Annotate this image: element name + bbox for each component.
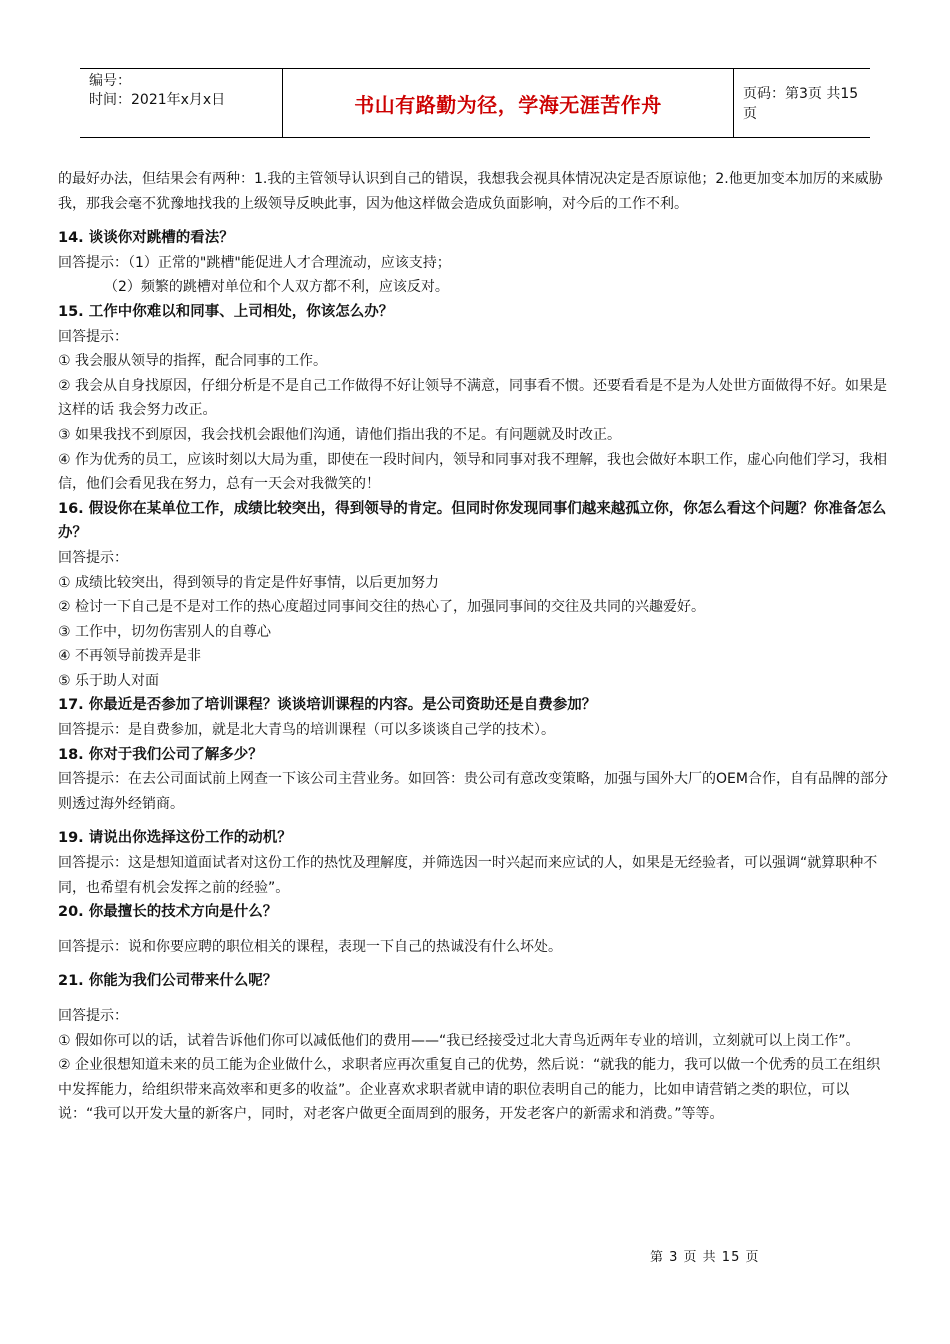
paragraph: 回答提示： (58, 328, 128, 345)
paragraph: ④ 不再领导前拨弄是非 (58, 648, 202, 665)
paragraph: ① 假如你可以的话，试着告诉他们你可以减低他们的费用——“我已经接受过北大青鸟近两年专业的培训，立刻就可以上岗工作”。 (58, 1032, 860, 1049)
question-heading: 21. 你能为我们公司带来什么呢？ (58, 973, 278, 990)
paragraph: 回答提示： (58, 1008, 128, 1024)
question-heading: 18. 你对于我们公司了解多少？ (58, 746, 263, 763)
page-footer: 第 3 页 共 15 页 (650, 1250, 760, 1265)
paragraph: 回答提示：是自费参加，就是北大青鸟的培训课程（可以多谈谈自己学的技术）。 (58, 722, 555, 739)
paragraph: 回答提示：这是想知道面试者对这份工作的热忱及理解度，并筛选因一时兴起而来应试的人，如果是无经验者，可以强调“就算职种不同，也希望有机会发挥之前的经验”。 (58, 855, 878, 896)
paragraph: ③ 工作中，切勿伤害别人的自尊心 (58, 623, 272, 640)
paragraph: ① 成绩比较突出，得到领导的肯定是件好事情，以后更加努力 (58, 574, 439, 591)
question-heading: 20. 你最擅长的技术方向是什么？ (58, 904, 278, 921)
question-heading: 15. 工作中你难以和同事、上司相处，你该怎么办？ (58, 303, 394, 320)
paragraph: ② 我会从自身找原因，仔细分析是不是自己工作做得不好让领导不满意，同事看不惯。还要看看是不是为人处世方面做得不好。如果是这样的话 我会努力改正。 (58, 377, 887, 419)
question-heading: 19. 请说出你选择这份工作的动机？ (58, 830, 292, 847)
paragraph: ③ 如果我找不到原因，我会找机会跟他们沟通，请他们指出我的不足。有问题就及时改正。 (58, 426, 621, 443)
number-label: 编号： (89, 73, 131, 89)
paragraph: ④ 作为优秀的员工，应该时刻以大局为重，即使在一段时间内，领导和同事对我不理解，我也会做好本职工作，虚心向他们学习，我相信，他们会看见我在努力，总有一天会对我微笑的！ (58, 451, 887, 493)
question-heading: 14. 谈谈你对跳槽的看法？ (58, 230, 234, 247)
paragraph: 回答提示：说和你要应聘的职位相关的课程，表现一下自己的热诚没有什么坏处。 (58, 938, 562, 955)
header-motto-cell (282, 69, 734, 137)
paragraph: 回答提示：在去公司面试前上网查一下该公司主营业务。如回答：贵公司有意改变策略，加强与国外大厂的OEM合作，自有品牌的部分则透过海外经销商。 (58, 771, 888, 812)
paragraph: 回答提示：（1）正常的"跳槽"能促进人才合理流动，应该支持； (58, 254, 451, 271)
page-header (80, 68, 870, 138)
paragraph: ② 企业很想知道未来的员工能为企业做什么，求职者应再次重复自己的优势，然后说：“就我的能力，我可以做一个优秀的员工在组织中发挥能力，给组织带来高效率和更多的收益”。企业喜欢求职者就申请的职位表明自己的能力，比如申请营销之类的职位，可以说：“我可以开发大量的新客户，同时，对老客户做更全面周到的服务，开发老客户的新需求和消费。”等等。 (58, 1057, 881, 1123)
paragraph: ② 检讨一下自己是不是对工作的热心度超过同事间交往的热心了，加强同事间的交往及共同的兴趣爱好。 (58, 599, 705, 616)
header-left-cell (80, 69, 282, 137)
paragraph: ⑤ 乐于助人对面 (58, 672, 160, 689)
time-label: 时间：2021年x月x日 (89, 92, 226, 108)
document-body (58, 167, 892, 1127)
paragraph: 的最好办法，但结果会有两种：1.我的主管领导认识到自己的错误，我想我会视具体情况决定是否原谅他；2.他更加变本加厉的来威胁我，那我会毫不犹豫地找我的上级领导反映此事，因为他这样做会造成负面影响，对今后的工作不利。 (58, 171, 883, 212)
question-heading: 17. 你最近是否参加了培训课程？谈谈培训课程的内容。是公司资助还是自费参加？ (58, 697, 597, 714)
motto-text: 书山有路勤为径，学海无涯苦作舟 (354, 92, 662, 117)
paragraph: 回答提示： (58, 549, 128, 566)
question-heading: 16. 假设你在某单位工作，成绩比较突出，得到领导的肯定。但同时你发现同事们越来越孤立你，你怎么看这个问题？你准备怎么办？ (58, 500, 887, 542)
paragraph: （2）频繁的跳槽对单位和个人双方都不利，应该反对。 (104, 279, 449, 296)
page-label: 页码：第3页 共15页 (743, 86, 859, 122)
paragraph: ① 我会服从领导的指挥，配合同事的工作。 (58, 353, 327, 370)
header-page-cell (734, 69, 870, 137)
